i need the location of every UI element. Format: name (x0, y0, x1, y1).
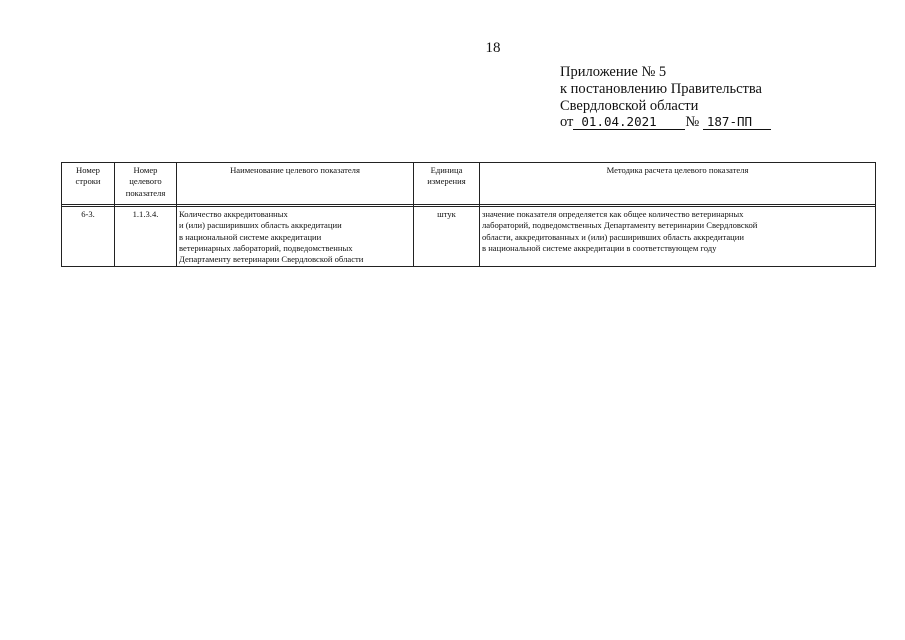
resolution-date: 01.04.2021 (573, 115, 685, 130)
number-prefix: № (685, 114, 700, 130)
cell-indicator-number: 1.1.3.4. (115, 207, 177, 267)
cell-unit: штук (414, 207, 480, 267)
cell-method: значение показателя определяется как общее количество ветеринарных лабораторий, подведомственных Департаменту ветеринарии Свердловской области, аккредитованных и (или) расширивших область аккредитации в национальной системе аккредитации в соответствующем году (480, 207, 876, 267)
header-indicator-name: Наименование целевого показателя (177, 163, 414, 205)
resolution-date-line (560, 114, 771, 131)
resolution-number: 187-ПП (703, 115, 771, 130)
header-indicator-number: Номер целевого показателя (115, 163, 177, 205)
table-header-row (62, 163, 876, 205)
date-prefix: от (560, 114, 574, 130)
header-unit: Единица измерения (414, 163, 480, 205)
indicators-table (61, 162, 876, 267)
page-number: 18 (485, 40, 501, 56)
header-method: Методика расчета целевого показателя (480, 163, 876, 205)
appendix-region: Свердловской области (560, 98, 699, 114)
header-row-number: Номер строки (62, 163, 115, 205)
appendix-heading (560, 64, 762, 115)
cell-indicator-name: Количество аккредитованных и (или) расширивших область аккредитации в национальной системе аккредитации ветеринарных лабораторий, подведомственных Департаменту ветеринарии Свердловской области (177, 207, 414, 267)
appendix-resolution: к постановлению Правительства (560, 81, 762, 97)
cell-row-number: 6-3. (62, 207, 115, 267)
table-row (62, 207, 876, 267)
appendix-title: Приложение № 5 (560, 64, 667, 80)
